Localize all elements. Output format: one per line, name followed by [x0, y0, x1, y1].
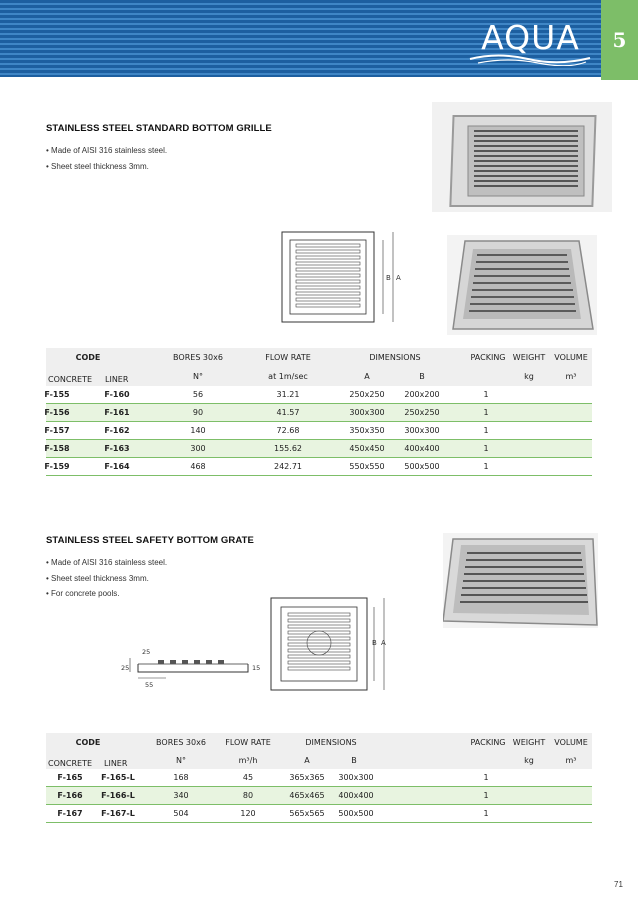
cell-flow: 155.62	[274, 444, 302, 453]
grate-photo	[443, 533, 598, 628]
dimension-15: 15	[252, 664, 261, 672]
cell-dim-a: 565x565	[289, 809, 325, 818]
cell-dim-b: 200x200	[404, 390, 440, 399]
cell-bores: 300	[190, 444, 206, 453]
grate-spec-table	[46, 733, 592, 823]
table-header	[46, 733, 592, 769]
subheader-a: A	[364, 372, 370, 381]
cell-dim-a: 250x250	[349, 390, 385, 399]
header-dimensions: DIMENSIONS	[369, 353, 421, 362]
cell-bores: 504	[173, 809, 189, 818]
subheader-liner: LINER	[104, 759, 128, 768]
cell-bores: 90	[192, 408, 204, 417]
table-row	[46, 422, 592, 440]
bullet-item: • Made of AISI 316 stainless steel.	[46, 143, 167, 159]
grille-photo-top	[432, 102, 612, 212]
page-number: 71	[614, 880, 623, 889]
cell-packing: 1	[483, 809, 489, 818]
bullet-item: • Sheet steel thickness 3mm.	[46, 571, 167, 587]
header-code: CODE	[75, 738, 101, 747]
header-bores: BORES 30x6	[173, 353, 223, 362]
cell-concrete: F-165	[57, 773, 83, 782]
cell-concrete: F-157	[44, 426, 70, 435]
cell-liner: F-166-L	[101, 791, 135, 800]
subheader-weight-unit: kg	[524, 756, 534, 765]
cell-concrete: F-159	[44, 462, 70, 471]
header-volume: VOLUME	[554, 353, 588, 362]
cell-packing: 1	[483, 390, 489, 399]
cell-dim-b: 500x500	[338, 809, 374, 818]
cell-flow: 120	[240, 809, 256, 818]
table-header	[46, 348, 592, 386]
subheader-a: A	[304, 756, 310, 765]
cell-packing: 1	[483, 462, 489, 471]
cell-dim-b: 300x300	[338, 773, 374, 782]
subheader-b: B	[351, 756, 357, 765]
subheader-liner: LINER	[105, 375, 129, 384]
cell-liner: F-162	[104, 426, 130, 435]
dimension-a-label: A	[381, 639, 386, 647]
cell-liner: F-161	[104, 408, 130, 417]
cell-bores: 468	[190, 462, 206, 471]
dimension-b-label: B	[386, 274, 391, 282]
header-flow: FLOW RATE	[265, 353, 311, 362]
cell-packing: 1	[483, 773, 489, 782]
cell-dim-a: 365x365	[289, 773, 325, 782]
header-packing: PACKING	[470, 738, 506, 747]
cell-bores: 56	[192, 390, 204, 399]
cell-dim-a: 300x300	[349, 408, 385, 417]
bullet-list-grille	[46, 143, 167, 174]
section-title-grille: STAINLESS STEEL STANDARD BOTTOM GRILLE	[46, 123, 272, 134]
cell-bores: 168	[173, 773, 189, 782]
header-packing: PACKING	[470, 353, 506, 362]
cell-flow: 72.68	[276, 426, 300, 435]
cell-packing: 1	[483, 444, 489, 453]
subheader-flow-unit: at 1m/sec	[268, 372, 308, 381]
grate-profile-drawing	[118, 640, 268, 690]
bullet-item: • Made of AISI 316 stainless steel.	[46, 555, 167, 571]
cell-liner: F-164	[104, 462, 130, 471]
cell-liner: F-160	[104, 390, 130, 399]
grille-spec-table	[46, 348, 592, 476]
bullet-item: • Sheet steel thickness 3mm.	[46, 159, 167, 175]
table-row	[46, 769, 592, 787]
bullet-item: • For concrete pools.	[46, 586, 167, 602]
cell-dim-a: 465x465	[289, 791, 325, 800]
cell-flow: 41.57	[276, 408, 300, 417]
table-row	[46, 386, 592, 404]
table-row	[46, 805, 592, 823]
brand-name: AQUA	[481, 18, 580, 57]
chapter-badge: 5	[601, 0, 638, 80]
dimension-25-side: 25	[121, 664, 130, 672]
page-header	[0, 0, 638, 77]
subheader-weight-unit: kg	[524, 372, 534, 381]
grate-technical-drawing	[268, 595, 398, 695]
subheader-bores-unit: N°	[193, 372, 203, 381]
cell-flow: 242.71	[274, 462, 302, 471]
cell-flow: 80	[242, 791, 254, 800]
subheader-volume-unit: m³	[565, 756, 577, 765]
table-row	[46, 787, 592, 805]
section-title-grate: STAINLESS STEEL SAFETY BOTTOM GRATE	[46, 535, 254, 546]
table-row	[46, 440, 592, 458]
header-weight: WEIGHT	[512, 738, 546, 747]
dimension-a-label: A	[396, 274, 401, 282]
cell-dim-b: 300x300	[404, 426, 440, 435]
cell-concrete: F-156	[44, 408, 70, 417]
cell-bores: 140	[190, 426, 206, 435]
header-code: CODE	[75, 353, 101, 362]
cell-dim-b: 400x400	[338, 791, 374, 800]
dimension-25-top: 25	[142, 648, 151, 656]
cell-dim-a: 350x350	[349, 426, 385, 435]
table-row	[46, 404, 592, 422]
cell-bores: 340	[173, 791, 189, 800]
cell-flow: 45	[242, 773, 254, 782]
subheader-volume-unit: m³	[565, 372, 577, 381]
cell-dim-b: 400x400	[404, 444, 440, 453]
grille-photo-angled	[447, 235, 597, 335]
cell-concrete: F-167	[57, 809, 83, 818]
header-dimensions: DIMENSIONS	[305, 738, 357, 747]
cell-dim-b: 250x250	[404, 408, 440, 417]
header-weight: WEIGHT	[512, 353, 546, 362]
cell-concrete: F-155	[44, 390, 70, 399]
cell-packing: 1	[483, 426, 489, 435]
cell-dim-b: 500x500	[404, 462, 440, 471]
aqua-logo	[468, 12, 593, 64]
subheader-concrete: CONCRETE	[48, 375, 93, 384]
grille-technical-drawing	[280, 230, 410, 325]
cell-liner: F-165-L	[101, 773, 135, 782]
cell-flow: 31.21	[276, 390, 300, 399]
subheader-flow-unit: m³/h	[238, 756, 258, 765]
cell-concrete: F-166	[57, 791, 83, 800]
cell-packing: 1	[483, 408, 489, 417]
subheader-concrete: CONCRETE	[48, 759, 93, 768]
cell-dim-a: 550x550	[349, 462, 385, 471]
header-flow: FLOW RATE	[225, 738, 271, 747]
dimension-b-label: B	[372, 639, 377, 647]
cell-packing: 1	[483, 791, 489, 800]
wave-icon	[468, 52, 593, 66]
subheader-b: B	[419, 372, 425, 381]
cell-liner: F-163	[104, 444, 130, 453]
table-row	[46, 458, 592, 476]
cell-liner: F-167-L	[101, 809, 135, 818]
subheader-bores-unit: N°	[176, 756, 186, 765]
header-volume: VOLUME	[554, 738, 588, 747]
cell-concrete: F-158	[44, 444, 70, 453]
bullet-list-grate	[46, 555, 167, 602]
cell-dim-a: 450x450	[349, 444, 385, 453]
header-bores: BORES 30x6	[156, 738, 206, 747]
dimension-55: 55	[145, 681, 154, 689]
